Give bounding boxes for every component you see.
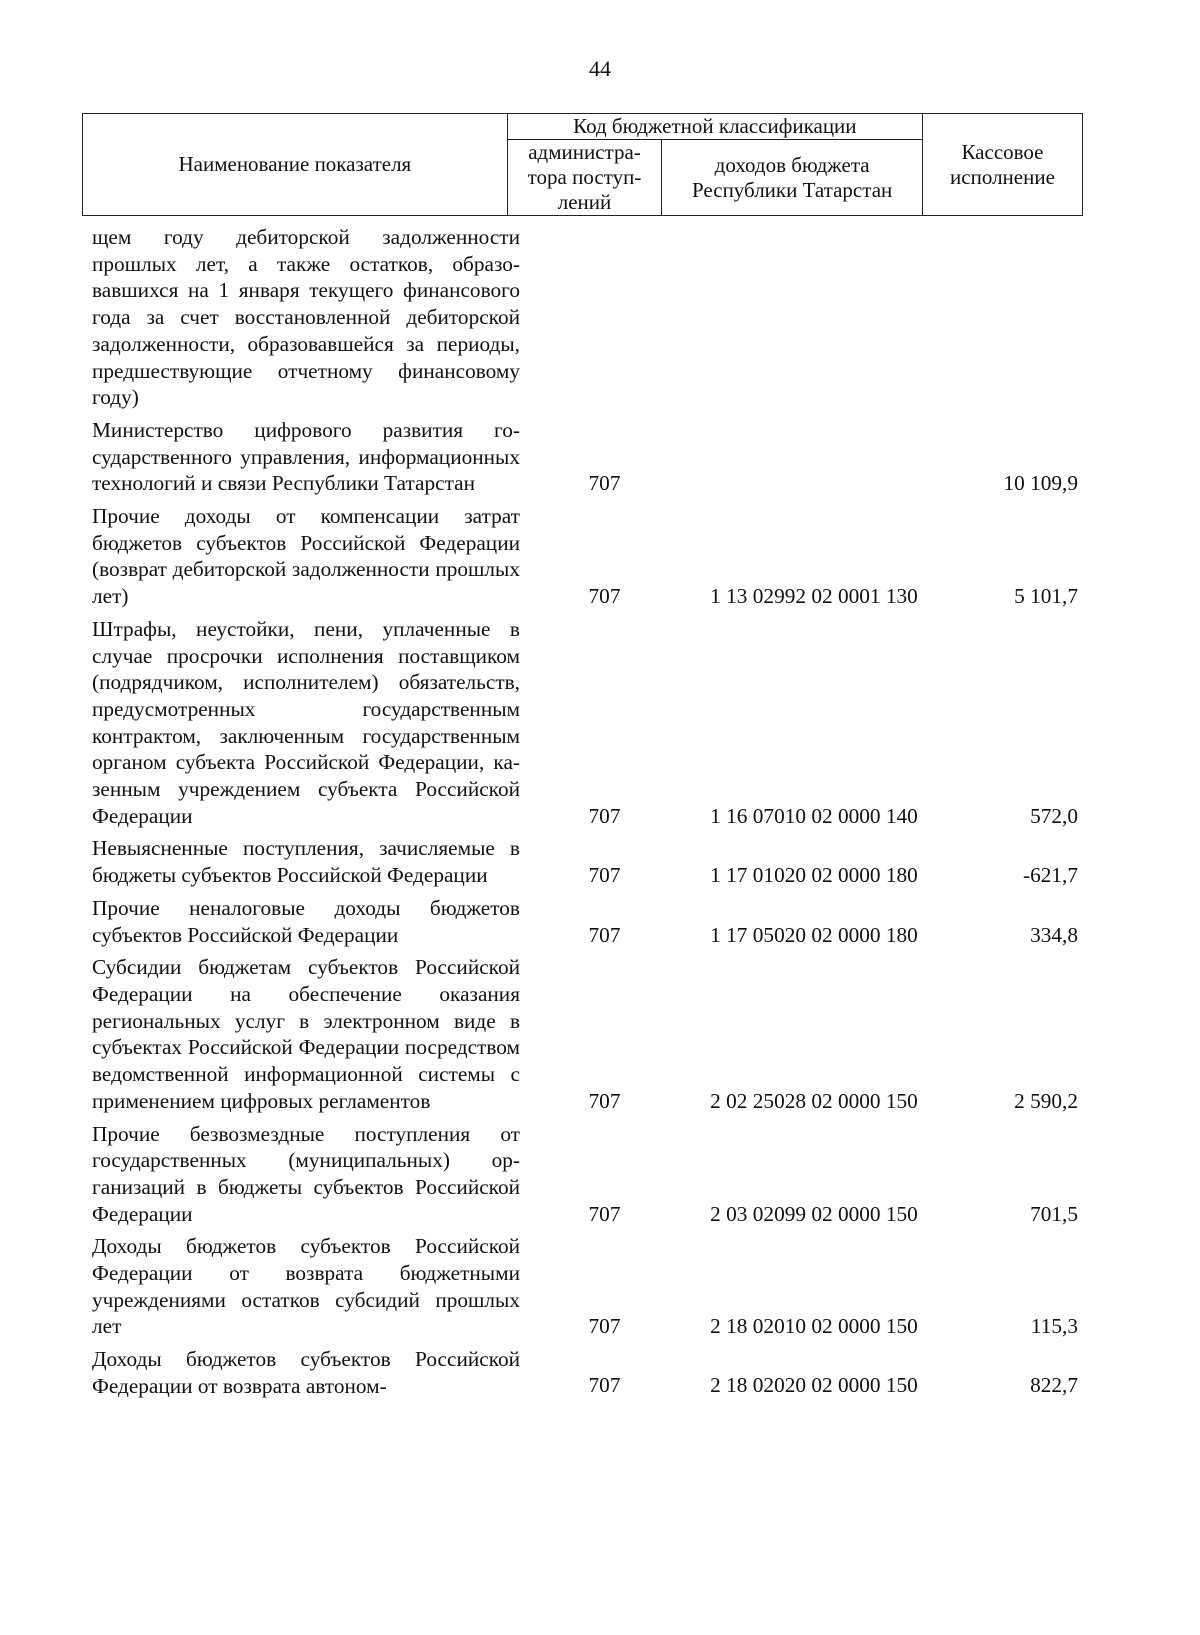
table-row xyxy=(0,1121,1200,1228)
table-row xyxy=(0,1346,1200,1399)
row-classification-code: 2 03 02099 02 0000 150 xyxy=(710,1201,918,1226)
row-name: Министерство цифрового развития государственного управления, информационных технологий и связи Республики Татарстан xyxy=(92,417,520,496)
row-name: Прочие безвозмездные поступления от государственных (муниципальных) организаций в бюджеты субъектов Российской Федерации xyxy=(92,1121,520,1226)
row-name: Субсидии бюджетам субъектов Российской Федерации на обеспечение оказания региональных услуг в электронном виде в субъектах Российской Федерации посредством ведомственной информационной системы с применением цифровых регламентов xyxy=(92,955,520,1113)
column-header-admin: администра-тора поступ-лений xyxy=(507,140,662,216)
row-execution-value: 10 109,9 xyxy=(1003,471,1078,496)
page-number: 44 xyxy=(589,56,611,81)
table-row xyxy=(0,616,1200,830)
row-name: Штрафы, неустойки, пени, уплаченные в случае просрочки исполнения поставщиком (подрядчиком, исполнителем) обязательств, предусмотренных государственным контрактом, заключенным государственным органом субъекта Российской Федерации, казенным учреждением субъекта Российской Федерации xyxy=(92,616,520,828)
table-row xyxy=(0,954,1200,1114)
row-admin-code: 707 xyxy=(588,863,621,888)
column-header-group: Код бюджетной классификации xyxy=(507,114,922,140)
column-header-exec: Кассовое исполнение xyxy=(922,114,1082,216)
row-classification-code: 1 13 02992 02 0001 130 xyxy=(710,584,918,609)
row-execution-value: 334,8 xyxy=(1030,922,1078,947)
row-execution-value: 115,3 xyxy=(1030,1314,1078,1339)
row-admin-code: 707 xyxy=(588,922,621,947)
row-execution-value: -621,7 xyxy=(1022,863,1078,888)
row-name: Невыясненные поступления, зачисляемые в бюджеты субъектов Российской Федерации xyxy=(92,836,520,888)
row-name: Доходы бюджетов субъектов Российской Федерации от возврата бюджетными учреждениями остатков субсидий прошлых лет xyxy=(92,1234,520,1339)
row-name: Прочие доходы от компенсации затрат бюджетов субъектов Российской Федерации (возврат дебиторской задолженности прошлых лет) xyxy=(92,504,520,609)
table-row xyxy=(0,835,1200,888)
row-admin-code: 707 xyxy=(588,1314,621,1339)
row-name: Прочие неналоговые доходы бюджетов субъектов Российской Федерации xyxy=(92,895,520,947)
table-body xyxy=(0,224,1200,1406)
row-admin-code: 707 xyxy=(588,1088,621,1113)
column-header-code: доходов бюджета Республики Татарстан xyxy=(662,140,923,216)
table-row xyxy=(0,895,1200,948)
table-row xyxy=(0,417,1200,497)
row-execution-value: 701,5 xyxy=(1030,1201,1078,1226)
row-name: щем году дебиторской задолженности прошлых лет, а также остатков, образовавшихся на 1 января текущего финансового года за счет восстановленной дебиторской задолженности, образовавшейся за периоды, предшествующие отчетному финансовому году) xyxy=(92,225,520,410)
row-classification-code: 2 18 02020 02 0000 150 xyxy=(710,1373,918,1398)
table-row xyxy=(0,503,1200,610)
row-classification-code: 2 18 02010 02 0000 150 xyxy=(710,1314,918,1339)
row-admin-code: 707 xyxy=(588,1373,621,1398)
row-execution-value: 822,7 xyxy=(1030,1373,1078,1398)
row-execution-value: 5 101,7 xyxy=(1014,584,1078,609)
table-row xyxy=(0,224,1200,411)
row-classification-code: 1 17 01020 02 0000 180 xyxy=(710,863,918,888)
row-name: Доходы бюджетов субъектов Российской Федерации от возврата автоном- xyxy=(92,1347,520,1398)
table-row xyxy=(0,1233,1200,1340)
row-admin-code: 707 xyxy=(588,471,621,496)
column-header-name: Наименование показателя xyxy=(83,114,508,216)
row-classification-code: 2 02 25028 02 0000 150 xyxy=(710,1088,918,1113)
row-admin-code: 707 xyxy=(588,584,621,609)
row-execution-value: 2 590,2 xyxy=(1014,1088,1078,1113)
row-admin-code: 707 xyxy=(588,1201,621,1226)
table-header xyxy=(82,113,1083,216)
row-execution-value: 572,0 xyxy=(1030,803,1078,828)
row-admin-code: 707 xyxy=(588,803,621,828)
row-classification-code: 1 17 05020 02 0000 180 xyxy=(710,922,918,947)
row-classification-code: 1 16 07010 02 0000 140 xyxy=(710,803,918,828)
